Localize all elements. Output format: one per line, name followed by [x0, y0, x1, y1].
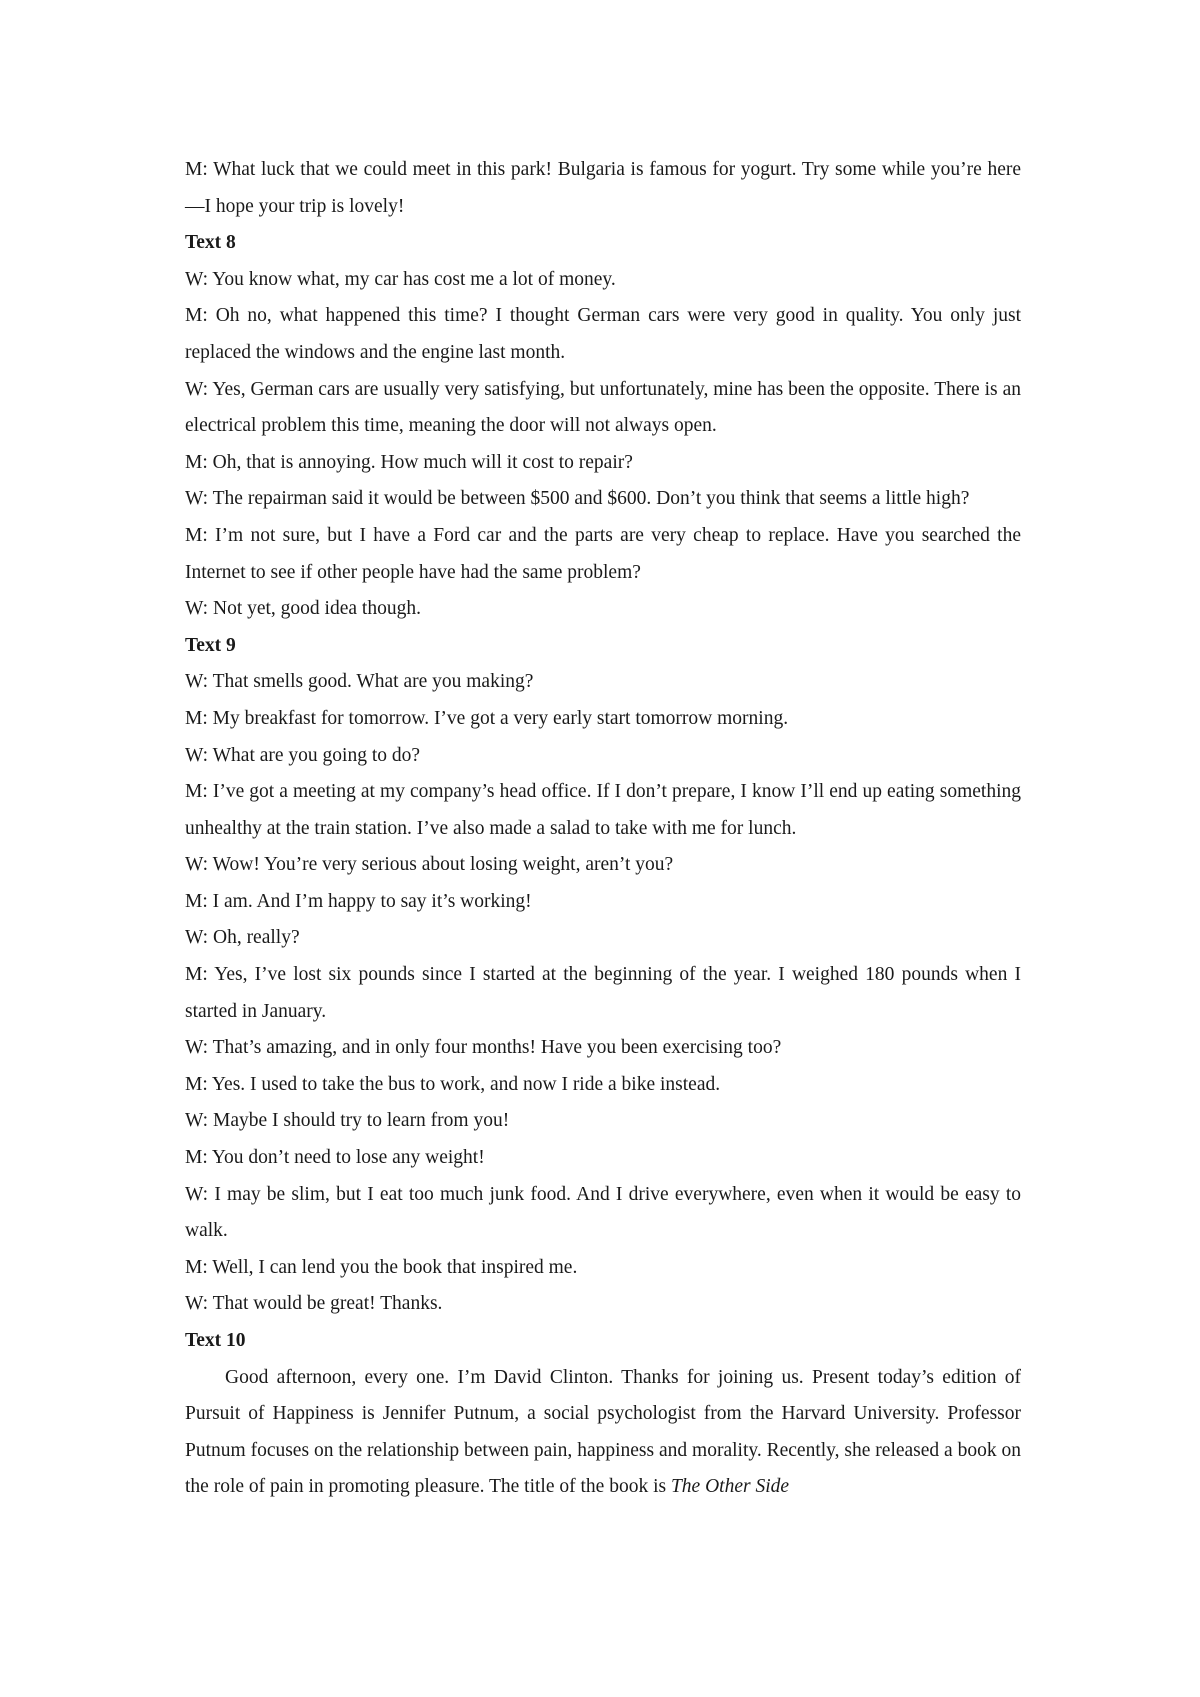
- speaker-label: W:: [185, 598, 209, 620]
- speaker-label: W:: [185, 1293, 209, 1315]
- speaker-label: W:: [185, 854, 209, 876]
- speaker-label: M:: [185, 451, 208, 473]
- dialog-text: Oh, really?: [212, 927, 300, 949]
- dialog-text: Well, I can lend you the book that inspired me.: [212, 1256, 578, 1278]
- speaker-label: M:: [185, 1147, 208, 1169]
- dialog-text: Oh no, what happened this time? I thought German cars were very good in quality. You only just replaced the windows and the engine last month.: [185, 305, 1022, 363]
- dialog-text: Wow! You’re very serious about losing weight, aren’t you?: [212, 854, 674, 876]
- speaker-label: M:: [185, 890, 208, 912]
- dialog-line: [185, 262, 1021, 299]
- dialog-line: [185, 298, 1021, 371]
- dialog-line: [185, 1103, 1021, 1140]
- speaker-label: M:: [185, 781, 208, 803]
- dialog-text: Yes, German cars are usually very satisfying, but unfortunately, mine has been the opposite. There is an electrical problem this time, meaning the door will not always open.: [185, 378, 1021, 437]
- dialog-text: That would be great! Thanks.: [212, 1293, 443, 1315]
- speaker-label: M:: [185, 159, 208, 180]
- dialog-text: Maybe I should try to learn from you!: [212, 1110, 510, 1132]
- dialog-line: [185, 518, 1021, 591]
- speaker-label: W:: [185, 927, 209, 949]
- dialog-text: What luck that we could meet in this park! Bulgaria is famous for yogurt. Try some while you’re here—I hope your trip is lovely!: [185, 159, 1022, 217]
- dialog-line: [185, 1250, 1021, 1287]
- dialog-text: What are you going to do?: [212, 744, 421, 766]
- speaker-label: M:: [185, 964, 208, 986]
- dialog-text: Oh, that is annoying. How much will it cost to repair?: [212, 451, 633, 473]
- dialog-text: I may be slim, but I eat too much junk food. And I drive everywhere, even when it would be easy to walk.: [185, 1183, 1022, 1242]
- dialog-text: That smells good. What are you making?: [212, 671, 534, 693]
- dialog-text: You don’t need to lose any weight!: [211, 1147, 485, 1169]
- speaker-label: M:: [185, 1256, 208, 1278]
- speaker-label: M:: [185, 707, 208, 729]
- dialog-text: Yes, I’ve lost six pounds since I started at the beginning of the year. I weighed 180 pounds when I started in January.: [185, 964, 1021, 1022]
- dialog-line: [185, 884, 1021, 921]
- dialog-text: The repairman said it would be between $500 and $600. Don’t you think that seems a little high?: [212, 488, 970, 510]
- dialog-line: [185, 664, 1021, 701]
- dialog-line: [185, 701, 1021, 738]
- section-heading-text-9: Text 9: [185, 634, 236, 656]
- speaker-label: W:: [185, 378, 209, 400]
- dialog-line: [185, 1286, 1021, 1323]
- dialog-text: Not yet, good idea though.: [212, 598, 421, 620]
- dialog-line: [185, 957, 1021, 1030]
- document-page: [185, 152, 1021, 1506]
- speaker-label: W:: [185, 1110, 209, 1132]
- section-heading-text-10: Text 10: [185, 1330, 246, 1351]
- speaker-label: W:: [185, 1183, 209, 1205]
- dialog-line: [185, 774, 1021, 847]
- dialog-line: [185, 1177, 1021, 1250]
- monologue-paragraph: [185, 1360, 1021, 1506]
- dialog-line: [185, 481, 1021, 518]
- speaker-label: W:: [185, 671, 209, 693]
- speaker-label: W:: [185, 1037, 209, 1059]
- speaker-label: M:: [185, 524, 208, 546]
- dialog-line: [185, 920, 1021, 957]
- dialog-line: [185, 847, 1021, 884]
- dialog-line: [185, 1067, 1021, 1104]
- dialog-text: Yes. I used to take the bus to work, and now I ride a bike instead.: [211, 1073, 721, 1095]
- dialog-line: [185, 152, 1021, 225]
- dialog-line: [185, 372, 1021, 445]
- dialog-text: You know what, my car has cost me a lot of money.: [212, 268, 616, 290]
- section-heading-text-8: Text 8: [185, 232, 236, 254]
- paragraph-text: Good afternoon, every one. I’m David Clinton. Thanks for joining us. Present today’s edition of Pursuit of Happiness is Jennifer Putnum, a social psychologist from the Harvard University. Professor Putnum focuses on the relationship between pain, happiness and morality. Recently, she released a book on the role of pain in promoting pleasure. The title of the book is: [185, 1366, 1021, 1498]
- speaker-label: M:: [185, 305, 208, 327]
- speaker-label: W:: [185, 744, 209, 766]
- dialog-text: That’s amazing, and in only four months! Have you been exercising too?: [212, 1037, 782, 1059]
- dialog-text: I am. And I’m happy to say it’s working!: [212, 890, 532, 912]
- dialog-line: [185, 1030, 1021, 1067]
- dialog-text: I’m not sure, but I have a Ford car and the parts are very cheap to replace. Have you searched the Internet to see if other people have had the same problem?: [185, 524, 1022, 583]
- dialog-line: [185, 1140, 1021, 1177]
- speaker-label: W:: [185, 268, 209, 290]
- dialog-text: I’ve got a meeting at my company’s head office. If I don’t prepare, I know I’ll end up eating something unhealthy at the train station. I’ve also made a salad to take with me for lunch.: [185, 781, 1021, 839]
- dialog-line: [185, 591, 1021, 628]
- dialog-text: My breakfast for tomorrow. I’ve got a very early start tomorrow morning.: [212, 707, 789, 729]
- dialog-line: [185, 445, 1021, 482]
- dialog-line: [185, 738, 1021, 775]
- speaker-label: M:: [185, 1073, 208, 1095]
- book-title: The Other Side: [670, 1476, 790, 1498]
- speaker-label: W:: [185, 488, 209, 510]
